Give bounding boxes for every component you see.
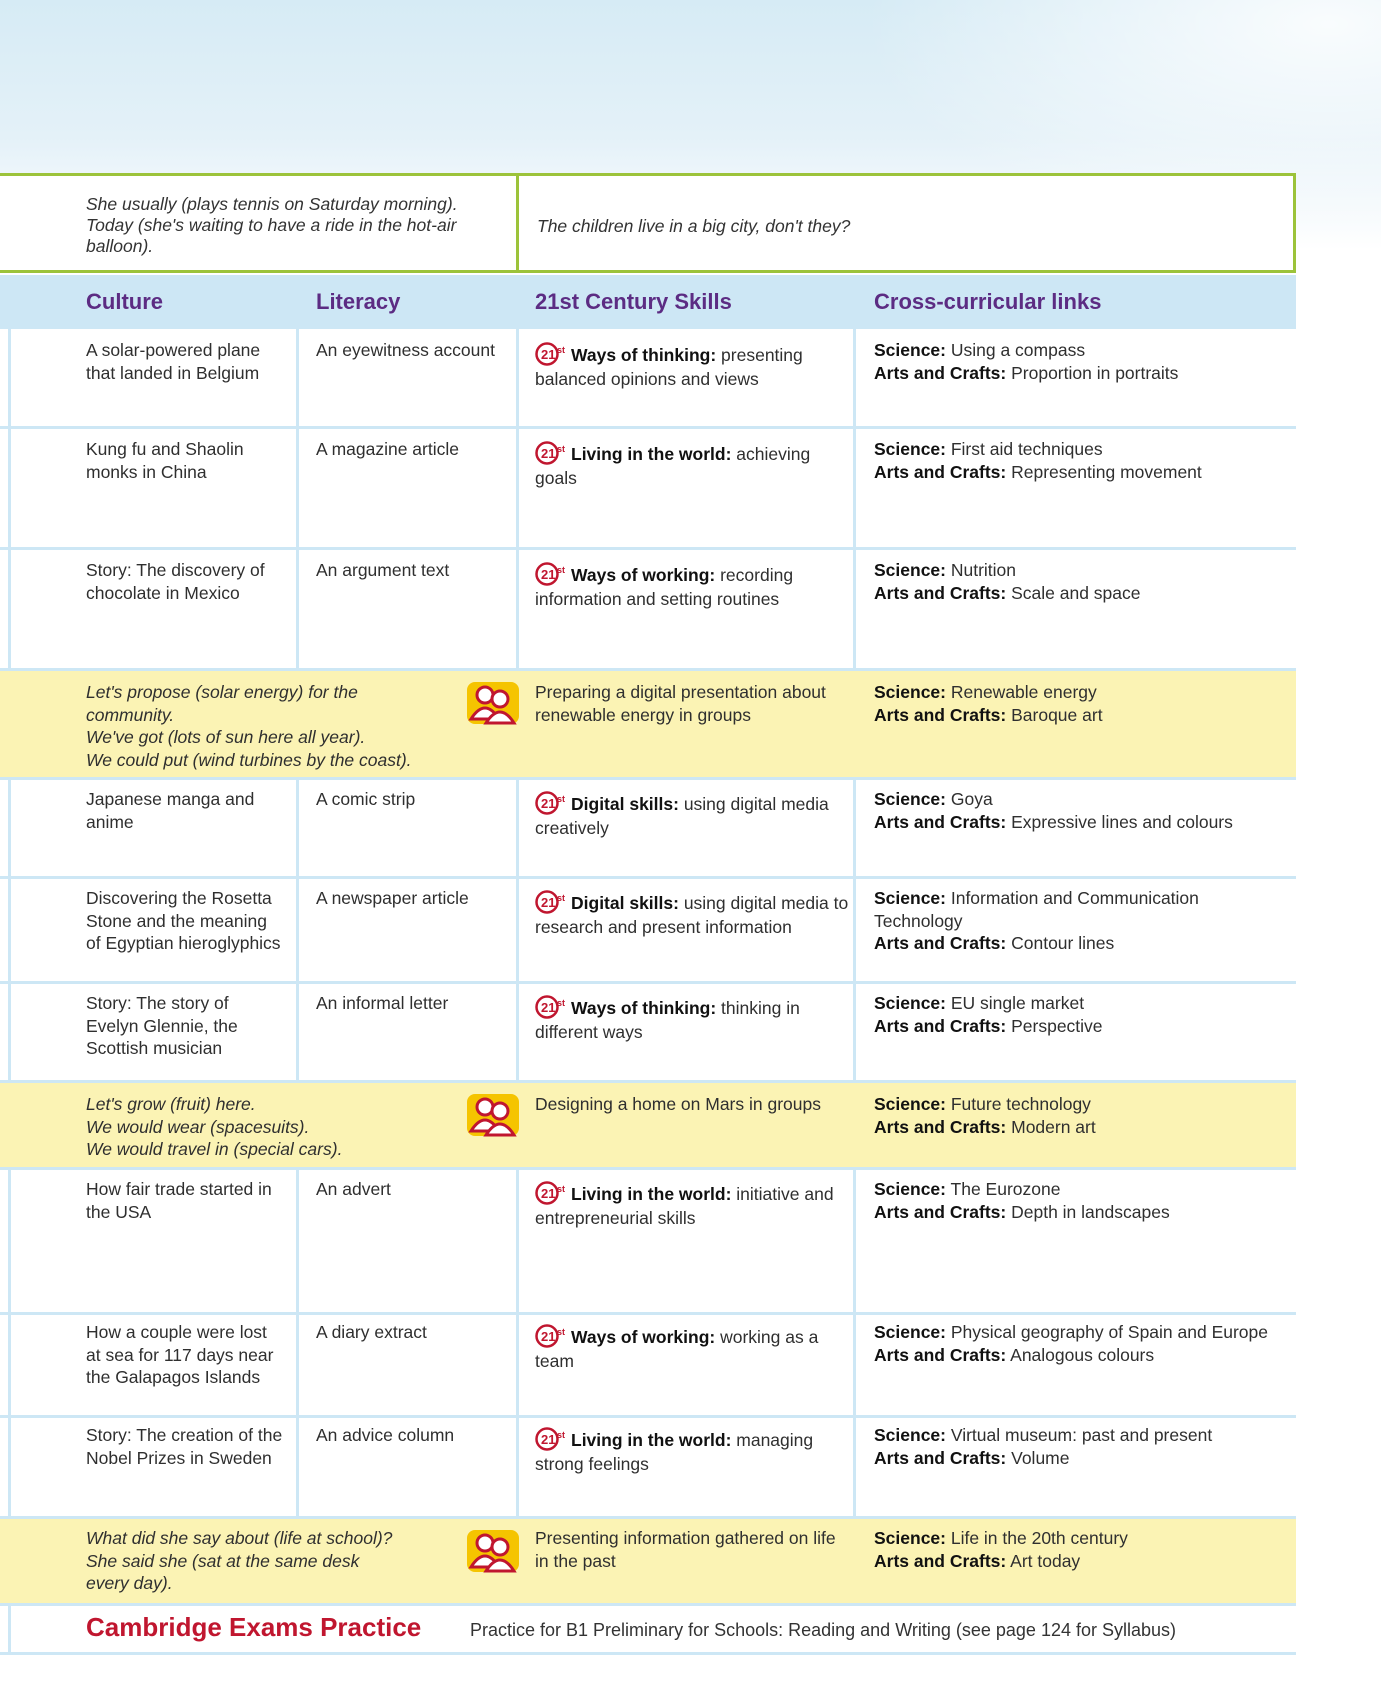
svg-text:21: 21 — [541, 1329, 556, 1345]
skill-cell: 21 st Ways of thinking: presenting balanced opinions and views — [535, 344, 850, 391]
group-work-icon — [464, 1527, 522, 1575]
skill-cell: 21 st Digital skills: using digital media to research and present information — [535, 892, 850, 939]
exam-practice-title: Cambridge Exams Practice — [86, 1612, 422, 1642]
top-row-divider — [516, 176, 519, 270]
header-cross-curricular: Cross-curricular links — [874, 289, 1102, 314]
table-row — [0, 429, 1296, 547]
table-row — [0, 1418, 1296, 1516]
svg-text:st: st — [557, 998, 566, 1009]
21st-century-badge-icon — [535, 1181, 567, 1205]
skill-cell: 21 st Living in the world: initiative and entrepreneurial skills — [535, 1183, 850, 1230]
project-row — [0, 671, 1296, 777]
header-skills: 21st Century Skills — [535, 289, 732, 314]
literacy-cell: An informal letter — [316, 993, 449, 1013]
svg-text:st: st — [557, 1327, 566, 1338]
21st-century-badge-icon — [535, 1324, 567, 1348]
svg-text:21: 21 — [541, 446, 556, 462]
grammar-example-row — [0, 173, 1296, 273]
cross-curricular-cell: Science: Life in the 20th century Arts and Crafts: Art today — [874, 1528, 1128, 1571]
literacy-cell: An eyewitness account — [316, 340, 495, 360]
21st-century-badge-icon — [535, 1427, 567, 1451]
culture-cell: Kung fu and Shaolin monks in China — [86, 439, 244, 482]
table-row — [0, 1170, 1296, 1312]
cross-curricular-cell: Science: The Eurozone Arts and Crafts: Depth in landscapes — [874, 1179, 1170, 1222]
literacy-cell: A newspaper article — [316, 888, 469, 908]
culture-cell: How fair trade started in the USA — [86, 1179, 272, 1222]
table-row — [0, 550, 1296, 668]
project-row — [0, 1083, 1296, 1167]
project-skill: Preparing a digital presentation about renewable energy in groups — [535, 682, 826, 725]
cross-curricular-cell: Science: Virtual museum: past and present Arts and Crafts: Volume — [874, 1425, 1213, 1468]
svg-text:21: 21 — [541, 347, 556, 363]
skill-cell: 21 st Ways of working: recording information and setting routines — [535, 564, 850, 611]
literacy-cell: A magazine article — [316, 439, 459, 459]
skill-cell: 21 st Living in the world: achieving goals — [535, 443, 850, 490]
culture-cell: How a couple were lost at sea for 117 days near the Galapagos Islands — [86, 1322, 274, 1387]
literacy-cell: A comic strip — [316, 789, 416, 809]
literacy-cell: A diary extract — [316, 1322, 427, 1342]
21st-century-badge-icon — [535, 995, 567, 1019]
table-row — [0, 329, 1296, 426]
svg-text:st: st — [557, 794, 566, 805]
svg-text:21: 21 — [541, 895, 556, 911]
cross-curricular-cell: Science: Nutrition Arts and Crafts: Scale and space — [874, 560, 1141, 603]
cross-curricular-cell: Science: First aid techniques Arts and Crafts: Representing movement — [874, 439, 1202, 482]
cross-curricular-cell: Science: Goya Arts and Crafts: Expressive lines and colours — [874, 789, 1233, 832]
svg-text:21: 21 — [541, 1000, 556, 1016]
project-language: What did she say about (life at school)? She said she (sat at the same desk every day). — [86, 1528, 393, 1593]
group-work-icon — [464, 679, 522, 727]
project-skill: Designing a home on Mars in groups — [535, 1094, 821, 1114]
table-header — [0, 275, 1296, 329]
literacy-cell: An argument text — [316, 560, 450, 580]
culture-cell: Story: The story of Evelyn Glennie, the Scottish musician — [86, 993, 238, 1058]
table-row — [0, 780, 1296, 876]
svg-text:st: st — [557, 565, 566, 576]
table-row — [0, 879, 1296, 981]
svg-text:st: st — [557, 345, 566, 356]
skill-cell: 21 st Digital skills: using digital media creatively — [535, 793, 850, 840]
literacy-cell: An advert — [316, 1179, 391, 1199]
grammar-example-right: The children live in a big city, don't they? — [537, 216, 851, 236]
21st-century-badge-icon — [535, 890, 567, 914]
table-row — [0, 984, 1296, 1080]
21st-century-badge-icon — [535, 791, 567, 815]
21st-century-badge-icon — [535, 342, 567, 366]
project-row — [0, 1519, 1296, 1603]
cross-curricular-cell: Science: Future technology Arts and Crafts: Modern art — [874, 1094, 1096, 1137]
exam-practice-description: Practice for B1 Preliminary for Schools: Reading and Writing (see page 124 for Syllabus) — [470, 1620, 1177, 1640]
skill-cell: 21 st Ways of thinking: thinking in different ways — [535, 997, 850, 1044]
svg-text:st: st — [557, 1430, 566, 1441]
exam-practice-row — [0, 1606, 1296, 1652]
culture-cell: Story: The discovery of chocolate in Mexico — [86, 560, 265, 603]
literacy-cell: An advice column — [316, 1425, 455, 1445]
svg-text:21: 21 — [541, 1432, 556, 1448]
skill-cell: 21 st Living in the world: managing strong feelings — [535, 1429, 850, 1476]
svg-text:st: st — [557, 1184, 566, 1195]
cross-curricular-cell: Science: Using a compass Arts and Crafts: Proportion in portraits — [874, 340, 1179, 383]
svg-text:21: 21 — [541, 1186, 556, 1202]
culture-cell: Story: The creation of the Nobel Prizes in Sweden — [86, 1425, 283, 1468]
21st-century-badge-icon — [535, 562, 567, 586]
header-literacy: Literacy — [316, 289, 401, 314]
cross-curricular-cell: Science: Information and Communication Technology Arts and Crafts: Contour lines — [874, 888, 1199, 953]
cross-curricular-cell: Science: Physical geography of Spain and Europe Arts and Crafts: Analogous colours — [874, 1322, 1269, 1365]
svg-text:21: 21 — [541, 796, 556, 812]
table-row — [0, 1315, 1296, 1415]
21st-century-badge-icon — [535, 441, 567, 465]
cross-curricular-cell: Science: EU single market Arts and Crafts: Perspective — [874, 993, 1103, 1036]
culture-cell: Japanese manga and anime — [86, 789, 255, 832]
grammar-example-left: She usually (plays tennis on Saturday morning). Today (she's waiting to have a ride in the hot-air balloon). — [86, 194, 458, 256]
culture-cell: Discovering the Rosetta Stone and the meaning of Egyptian hieroglyphics — [86, 888, 281, 953]
project-skill: Presenting information gathered on life in the past — [535, 1528, 836, 1571]
svg-text:st: st — [557, 444, 566, 455]
group-work-icon — [464, 1091, 522, 1139]
header-culture: Culture — [86, 289, 163, 314]
cross-curricular-cell: Science: Renewable energy Arts and Crafts: Baroque art — [874, 682, 1103, 725]
culture-cell: A solar-powered plane that landed in Belgium — [86, 340, 261, 383]
svg-text:21: 21 — [541, 567, 556, 583]
svg-text:st: st — [557, 893, 566, 904]
project-language: Let's propose (solar energy) for the community. We've got (lots of sun here all year). We could put (wind turbines by the coast). — [86, 682, 412, 770]
project-language: Let's grow (fruit) here. We would wear (spacesuits). We would travel in (special cars). — [86, 1094, 343, 1159]
skill-cell: 21 st Ways of working: working as a team — [535, 1326, 850, 1373]
